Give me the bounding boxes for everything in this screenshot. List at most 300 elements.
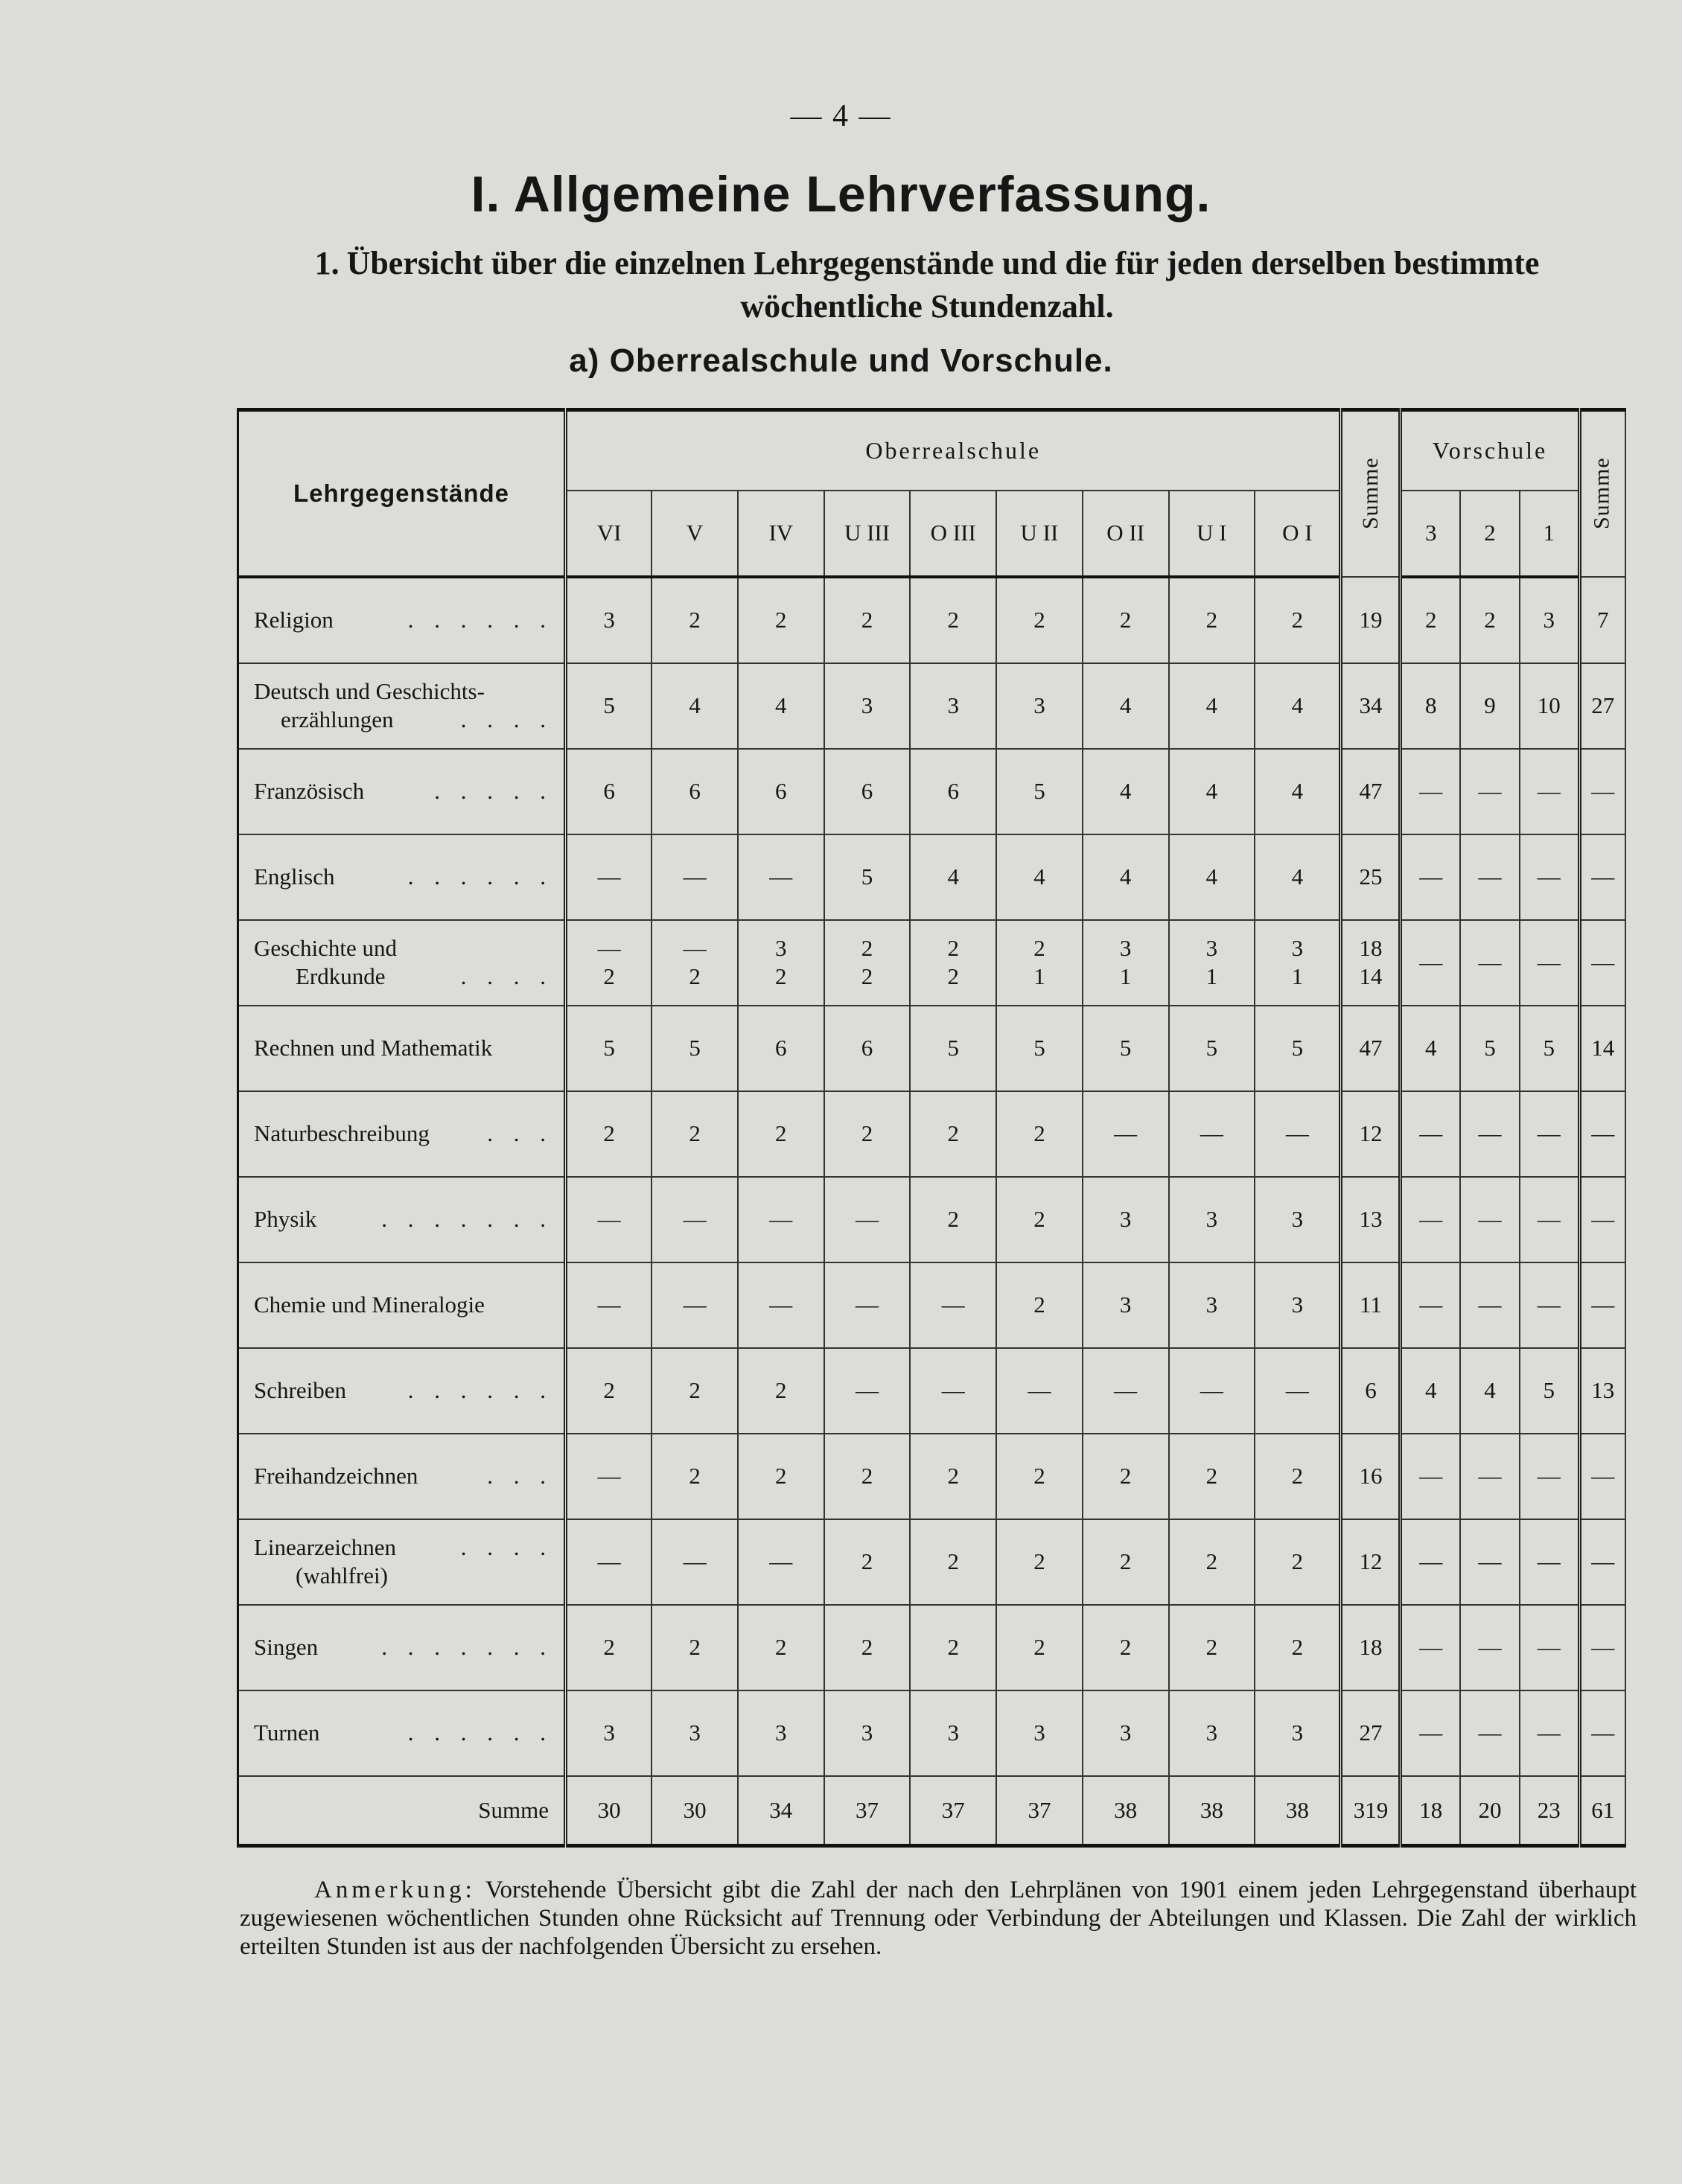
oberrealschule-header: Oberrealschule <box>566 410 1341 491</box>
table-heading <box>223 242 1631 328</box>
hours-cell: 5 <box>566 663 652 749</box>
hours-value-top: 18 <box>1359 935 1383 961</box>
total-cell: 30 <box>652 1776 738 1846</box>
hours-cell: 3 <box>824 663 911 749</box>
hours-cell: 3 <box>1083 1690 1169 1776</box>
vorschule-cell: — <box>1401 1262 1460 1348</box>
vorschule-cell: 5 <box>1520 1006 1579 1091</box>
hours-cell: 4 <box>910 834 996 920</box>
total-cell: 38 <box>1083 1776 1169 1846</box>
hours-cell: 2 <box>996 577 1083 663</box>
hours-cell: — <box>738 1262 824 1348</box>
vorschule-cell: — <box>1460 1091 1520 1177</box>
subject-cell <box>238 920 566 1006</box>
vorschule-sum-cell: 13 <box>1579 1348 1625 1434</box>
subject-name: Naturbeschreibung <box>254 1120 430 1146</box>
hours-value-top: 2 <box>1033 935 1045 961</box>
vorschule-total-cell: 20 <box>1460 1776 1520 1846</box>
hours-cell: 6 <box>824 749 911 834</box>
hours-cell: 3 <box>1169 1177 1255 1262</box>
table-row <box>238 577 1626 663</box>
hours-value-top: 2 <box>947 935 959 961</box>
vorschule-cell: 2 <box>1401 577 1460 663</box>
hours-cell: 2 <box>1083 577 1169 663</box>
hours-cell: 3 <box>1255 1177 1341 1262</box>
hours-value-bottom: 1 <box>1119 963 1132 989</box>
hours-cell: 4 <box>1255 663 1341 749</box>
hours-value-bottom: 2 <box>603 963 615 989</box>
sum-cell: 18 <box>1341 1605 1401 1690</box>
dot-leader: . . . . . . <box>407 863 553 890</box>
subject-cell <box>238 834 566 920</box>
hours-cell: 2 <box>824 1434 911 1519</box>
hours-cell: 4 <box>1255 834 1341 920</box>
hours-cell: 2 <box>566 1348 652 1434</box>
total-cell: 38 <box>1169 1776 1255 1846</box>
hours-cell: 6 <box>566 749 652 834</box>
vorschule-cell: — <box>1401 749 1460 834</box>
table-row <box>238 663 1626 749</box>
class-header: O I <box>1255 491 1341 577</box>
hours-cell: — <box>566 1434 652 1519</box>
hours-cell: 5 <box>824 834 911 920</box>
hours-value-bottom: 1 <box>1291 963 1304 989</box>
subject-name: Deutsch und Geschichts- <box>254 678 485 704</box>
subject-name: Schreiben <box>254 1377 346 1403</box>
dot-leader: . . . <box>487 1463 553 1489</box>
vorschule-sum-cell: — <box>1579 834 1625 920</box>
vorschule-cell: — <box>1401 920 1460 1006</box>
hours-cell: — <box>1169 1348 1255 1434</box>
sum-cell: 16 <box>1341 1434 1401 1519</box>
hours-cell <box>1169 920 1255 1006</box>
hours-cell: — <box>566 1519 652 1605</box>
subject-name: Geschichte und <box>254 935 397 961</box>
hours-cell: 2 <box>652 1434 738 1519</box>
subject-name: Rechnen und Mathematik <box>254 1035 493 1061</box>
vorschule-cell: — <box>1520 749 1579 834</box>
vorschule-cell: — <box>1520 1091 1579 1177</box>
hours-cell: 2 <box>824 577 911 663</box>
dot-leader: . . . . . . <box>407 1377 553 1403</box>
total-cell: 37 <box>910 1776 996 1846</box>
vorschule-cell: — <box>1460 1262 1520 1348</box>
hours-cell: 2 <box>824 1605 911 1690</box>
hours-cell: 2 <box>996 1434 1083 1519</box>
hours-cell: 2 <box>1169 1605 1255 1690</box>
hours-value-bottom: 1 <box>1205 963 1218 989</box>
vorschule-grand-total-cell: 61 <box>1579 1776 1625 1846</box>
hours-cell: — <box>738 834 824 920</box>
class-header: VI <box>566 491 652 577</box>
hours-cell: — <box>566 1177 652 1262</box>
hours-cell: 3 <box>1083 1177 1169 1262</box>
hours-cell: — <box>910 1348 996 1434</box>
hours-cell <box>996 920 1083 1006</box>
hours-cell <box>738 920 824 1006</box>
page-number: — 4 — <box>790 99 892 133</box>
subject-name-cont: (wahlfrei) <box>296 1562 388 1588</box>
hours-cell: 3 <box>652 1690 738 1776</box>
total-cell: 38 <box>1255 1776 1341 1846</box>
vorschule-cell: — <box>1460 1519 1520 1605</box>
vorschule-sum-cell: — <box>1579 1519 1625 1605</box>
hours-cell: 2 <box>910 577 996 663</box>
vorschule-cell: 3 <box>1520 577 1579 663</box>
dot-leader: . . . . <box>460 1534 553 1560</box>
vorschule-cell: — <box>1460 834 1520 920</box>
hours-cell: 3 <box>910 1690 996 1776</box>
hours-cell: 2 <box>910 1519 996 1605</box>
hours-cell: 6 <box>738 1006 824 1091</box>
subject-cell <box>238 1177 566 1262</box>
hours-cell: 2 <box>996 1091 1083 1177</box>
subject-cell <box>238 1519 566 1605</box>
hours-cell: 2 <box>652 1605 738 1690</box>
hours-cell: 2 <box>996 1605 1083 1690</box>
subject-name: Französisch <box>254 778 365 804</box>
footnote-text: Vorstehende Übersicht gibt die Zahl der nach den Lehrplänen von 1901 einem jeden Lehrgegenstand überhaupt zugewiesenen wöchentlichen Stunden ohne Rücksicht auf Trennung oder Verbindung der Abteilungen und Klassen. Die Zahl der wirklich erteilten Stunden ist aus der nachfolgenden Übersicht zu ersehen. <box>240 1877 1637 1960</box>
hours-value-bottom: 2 <box>861 963 873 989</box>
vorschule-cell: — <box>1520 1690 1579 1776</box>
hours-cell: 2 <box>1255 577 1341 663</box>
hours-cell: 4 <box>738 663 824 749</box>
hours-cell: 2 <box>1083 1519 1169 1605</box>
hours-cell: 5 <box>996 749 1083 834</box>
hours-cell <box>652 920 738 1006</box>
dot-leader: . . . . <box>460 706 553 732</box>
hours-cell: 5 <box>996 1006 1083 1091</box>
vorschule-cell: 2 <box>1460 577 1520 663</box>
hours-cell: 2 <box>738 1434 824 1519</box>
vorschule-cell: — <box>1460 1434 1520 1519</box>
subject-cell <box>238 749 566 834</box>
hours-cell: 2 <box>824 1519 911 1605</box>
vorschule-sum-cell: — <box>1579 1262 1625 1348</box>
hours-cell <box>1255 920 1341 1006</box>
hours-cell: 5 <box>910 1006 996 1091</box>
hours-cell: 4 <box>1083 749 1169 834</box>
hours-cell: 2 <box>652 1348 738 1434</box>
hours-cell: 4 <box>1083 834 1169 920</box>
hours-value-bottom: 2 <box>689 963 701 989</box>
hours-cell: 3 <box>738 1690 824 1776</box>
hours-cell: 2 <box>1169 577 1255 663</box>
vorschule-cell: — <box>1520 1605 1579 1690</box>
table-row <box>238 920 1626 1006</box>
table-row <box>238 1348 1626 1434</box>
hours-cell: — <box>824 1262 911 1348</box>
dot-leader: . . . <box>487 1120 553 1146</box>
sum-cell: 47 <box>1341 1006 1401 1091</box>
vorschule-cell: — <box>1401 1519 1460 1605</box>
hours-cell: 3 <box>1083 1262 1169 1348</box>
vorschule-cell: — <box>1401 1605 1460 1690</box>
table-row <box>238 1434 1626 1519</box>
vorschule-cell: 4 <box>1401 1348 1460 1434</box>
vorschule-class-header: 1 <box>1520 491 1579 577</box>
subject-name: Englisch <box>254 863 335 890</box>
hours-cell: — <box>566 834 652 920</box>
hours-cell: 3 <box>1255 1690 1341 1776</box>
table-row <box>238 834 1626 920</box>
vorschule-sum-cell: 14 <box>1579 1006 1625 1091</box>
sum-cell: 34 <box>1341 663 1401 749</box>
total-cell: 37 <box>824 1776 911 1846</box>
class-header: U III <box>824 491 911 577</box>
table-row <box>238 1690 1626 1776</box>
hours-cell: 4 <box>1169 749 1255 834</box>
vorschule-cell: — <box>1520 834 1579 920</box>
chapter-title: I. Allgemeine Lehrverfassung. <box>471 166 1211 223</box>
subject-name: Turnen <box>254 1720 320 1746</box>
total-cell: 37 <box>996 1776 1083 1846</box>
hours-cell: 2 <box>1169 1519 1255 1605</box>
hours-cell: 2 <box>652 1091 738 1177</box>
vorschule-cell: 9 <box>1460 663 1520 749</box>
oberrealschule-sum-header: Summe <box>1341 410 1401 577</box>
hours-cell: 2 <box>910 1434 996 1519</box>
grand-total-cell: 319 <box>1341 1776 1401 1846</box>
hours-cell <box>824 920 911 1006</box>
dot-leader: . . . . . . . <box>381 1634 553 1660</box>
hours-cell: 2 <box>1169 1434 1255 1519</box>
hours-value-top: — <box>683 935 707 961</box>
subject-cell <box>238 1348 566 1434</box>
vorschule-cell: 4 <box>1401 1006 1460 1091</box>
hours-cell: — <box>910 1262 996 1348</box>
hours-cell: 2 <box>1083 1434 1169 1519</box>
total-label: Summe <box>238 1776 566 1846</box>
table-row <box>238 1605 1626 1690</box>
hours-cell: 2 <box>738 1605 824 1690</box>
hours-cell: 2 <box>738 1091 824 1177</box>
hours-cell: — <box>824 1348 911 1434</box>
hours-cell <box>566 920 652 1006</box>
vorschule-cell: — <box>1460 1177 1520 1262</box>
hours-cell: — <box>1255 1091 1341 1177</box>
sum-cell: 27 <box>1341 1690 1401 1776</box>
hours-cell: 2 <box>738 1348 824 1434</box>
table-row <box>238 749 1626 834</box>
hours-cell: 2 <box>824 1091 911 1177</box>
hours-cell: 3 <box>566 1690 652 1776</box>
vorschule-total-cell: 18 <box>1401 1776 1460 1846</box>
vorschule-header: Vorschule <box>1401 410 1579 491</box>
hours-cell: 5 <box>1169 1006 1255 1091</box>
hours-cell: — <box>1169 1091 1255 1177</box>
vorschule-cell: 10 <box>1520 663 1579 749</box>
hours-cell: 2 <box>996 1177 1083 1262</box>
hours-cell: 4 <box>996 834 1083 920</box>
class-header: U I <box>1169 491 1255 577</box>
hours-cell: — <box>652 1262 738 1348</box>
hours-cell: 2 <box>738 577 824 663</box>
hours-cell: 6 <box>738 749 824 834</box>
table-row <box>238 1262 1626 1348</box>
sum-cell <box>1341 920 1401 1006</box>
hours-value-top: — <box>597 935 621 961</box>
subject-cell <box>238 577 566 663</box>
vorschule-sum-cell: — <box>1579 749 1625 834</box>
sum-cell: 12 <box>1341 1091 1401 1177</box>
total-cell: 34 <box>738 1776 824 1846</box>
hours-value-bottom: 14 <box>1359 963 1383 989</box>
class-header: O II <box>1083 491 1169 577</box>
heading-line-2: wöchentliche Stundenzahl. <box>740 288 1114 325</box>
vorschule-sum-cell: — <box>1579 920 1625 1006</box>
lesson-hours-table <box>237 408 1626 1848</box>
hours-cell: 5 <box>1083 1006 1169 1091</box>
class-header: V <box>652 491 738 577</box>
dot-leader: . . . . . <box>434 778 553 804</box>
hours-cell: 4 <box>1083 663 1169 749</box>
hours-cell: 3 <box>1255 1262 1341 1348</box>
sum-cell: 13 <box>1341 1177 1401 1262</box>
vorschule-cell: — <box>1401 834 1460 920</box>
table-row <box>238 1519 1626 1605</box>
subject-name: Linearzeichnen <box>254 1534 397 1560</box>
hours-cell: 2 <box>566 1091 652 1177</box>
subject-header: Lehrgegenstände <box>238 410 566 577</box>
hours-cell: — <box>566 1262 652 1348</box>
heading-number: 1. <box>314 245 340 281</box>
vorschule-class-header: 2 <box>1460 491 1520 577</box>
total-row <box>238 1776 1626 1846</box>
table-row <box>238 1177 1626 1262</box>
hours-cell: 4 <box>1169 834 1255 920</box>
vorschule-sum-cell: — <box>1579 1091 1625 1177</box>
vorschule-cell: — <box>1401 1177 1460 1262</box>
hours-cell: — <box>1083 1091 1169 1177</box>
subject-cell <box>238 1006 566 1091</box>
hours-cell: 2 <box>566 1605 652 1690</box>
hours-cell: 5 <box>566 1006 652 1091</box>
vorschule-cell: — <box>1401 1091 1460 1177</box>
hours-cell: — <box>652 1519 738 1605</box>
hours-value-bottom: 1 <box>1033 963 1045 989</box>
hours-cell: — <box>738 1177 824 1262</box>
hours-cell: 3 <box>824 1690 911 1776</box>
vorschule-cell: — <box>1520 1262 1579 1348</box>
table-row <box>238 1006 1626 1091</box>
hours-cell <box>1083 920 1169 1006</box>
subject-cell <box>238 663 566 749</box>
subject-cell <box>238 1434 566 1519</box>
hours-cell: — <box>1083 1348 1169 1434</box>
heading-line-1: Übersicht über die einzelnen Lehrgegenstände und die für jeden derselben bestimmte <box>346 245 1540 281</box>
vorschule-cell: 4 <box>1460 1348 1520 1434</box>
vorschule-cell: — <box>1401 1690 1460 1776</box>
footnote <box>240 1876 1637 1961</box>
vorschule-cell: 5 <box>1460 1006 1520 1091</box>
hours-cell: 3 <box>910 663 996 749</box>
vorschule-total-cell: 23 <box>1520 1776 1579 1846</box>
subject-name: Religion <box>254 607 334 633</box>
hours-cell: 2 <box>910 1177 996 1262</box>
hours-cell: 3 <box>566 577 652 663</box>
sum-cell: 25 <box>1341 834 1401 920</box>
hours-cell: 2 <box>1083 1605 1169 1690</box>
hours-cell: 6 <box>652 749 738 834</box>
vorschule-sum-cell: — <box>1579 1177 1625 1262</box>
hours-cell: 2 <box>1255 1605 1341 1690</box>
hours-cell: 3 <box>1169 1262 1255 1348</box>
subject-cell <box>238 1690 566 1776</box>
hours-value-bottom: 2 <box>775 963 787 989</box>
vorschule-sum-header: Summe <box>1579 410 1625 577</box>
hours-cell: 2 <box>910 1605 996 1690</box>
hours-cell: — <box>652 834 738 920</box>
hours-cell: — <box>738 1519 824 1605</box>
subject-name: Physik <box>254 1206 317 1232</box>
sum-cell: 12 <box>1341 1519 1401 1605</box>
vorschule-cell: — <box>1520 1177 1579 1262</box>
subject-name-cont: erzählungen <box>281 706 394 732</box>
sum-cell: 6 <box>1341 1348 1401 1434</box>
hours-cell: 4 <box>1255 749 1341 834</box>
footnote-label: Anmerkung: <box>314 1877 476 1903</box>
class-header: U II <box>996 491 1083 577</box>
subject-cell <box>238 1262 566 1348</box>
hours-value-top: 3 <box>1291 935 1304 961</box>
dot-leader: . . . . . . <box>407 607 553 633</box>
sum-cell: 11 <box>1341 1262 1401 1348</box>
hours-cell: 5 <box>652 1006 738 1091</box>
subject-name: Freihandzeichnen <box>254 1463 418 1489</box>
hours-cell: — <box>996 1348 1083 1434</box>
vorschule-cell: — <box>1401 1434 1460 1519</box>
dot-leader: . . . . <box>460 963 553 989</box>
hours-cell: 3 <box>1169 1690 1255 1776</box>
hours-cell: 2 <box>996 1262 1083 1348</box>
vorschule-cell: 8 <box>1401 663 1460 749</box>
total-cell: 30 <box>566 1776 652 1846</box>
subject-cell <box>238 1605 566 1690</box>
hours-cell: 5 <box>1255 1006 1341 1091</box>
hours-cell: 3 <box>996 663 1083 749</box>
vorschule-sum-cell: 27 <box>1579 663 1625 749</box>
subject-name: Chemie und Mineralogie <box>254 1291 485 1318</box>
class-header: O III <box>910 491 996 577</box>
hours-cell: — <box>652 1177 738 1262</box>
vorschule-cell: — <box>1460 1605 1520 1690</box>
hours-cell: 6 <box>910 749 996 834</box>
hours-value-top: 2 <box>861 935 873 961</box>
hours-cell: — <box>824 1177 911 1262</box>
subject-cell <box>238 1091 566 1177</box>
vorschule-cell: — <box>1520 1434 1579 1519</box>
hours-cell: 2 <box>1255 1519 1341 1605</box>
hours-cell: 4 <box>652 663 738 749</box>
hours-value-top: 3 <box>1119 935 1132 961</box>
vorschule-cell: — <box>1460 749 1520 834</box>
hours-value-top: 3 <box>1205 935 1218 961</box>
hours-cell: 6 <box>824 1006 911 1091</box>
hours-cell <box>910 920 996 1006</box>
dot-leader: . . . . . . <box>407 1720 553 1746</box>
hours-cell: — <box>1255 1348 1341 1434</box>
vorschule-cell: 5 <box>1520 1348 1579 1434</box>
dot-leader: . . . . . . . <box>381 1206 553 1232</box>
vorschule-sum-cell: 7 <box>1579 577 1625 663</box>
hours-value-top: 3 <box>775 935 787 961</box>
vorschule-cell: — <box>1460 920 1520 1006</box>
subject-name-cont: Erdkunde <box>296 963 386 989</box>
vorschule-sum-cell: — <box>1579 1690 1625 1776</box>
hours-value-bottom: 2 <box>947 963 959 989</box>
section-title: a) Oberrealschule und Vorschule. <box>569 342 1113 379</box>
